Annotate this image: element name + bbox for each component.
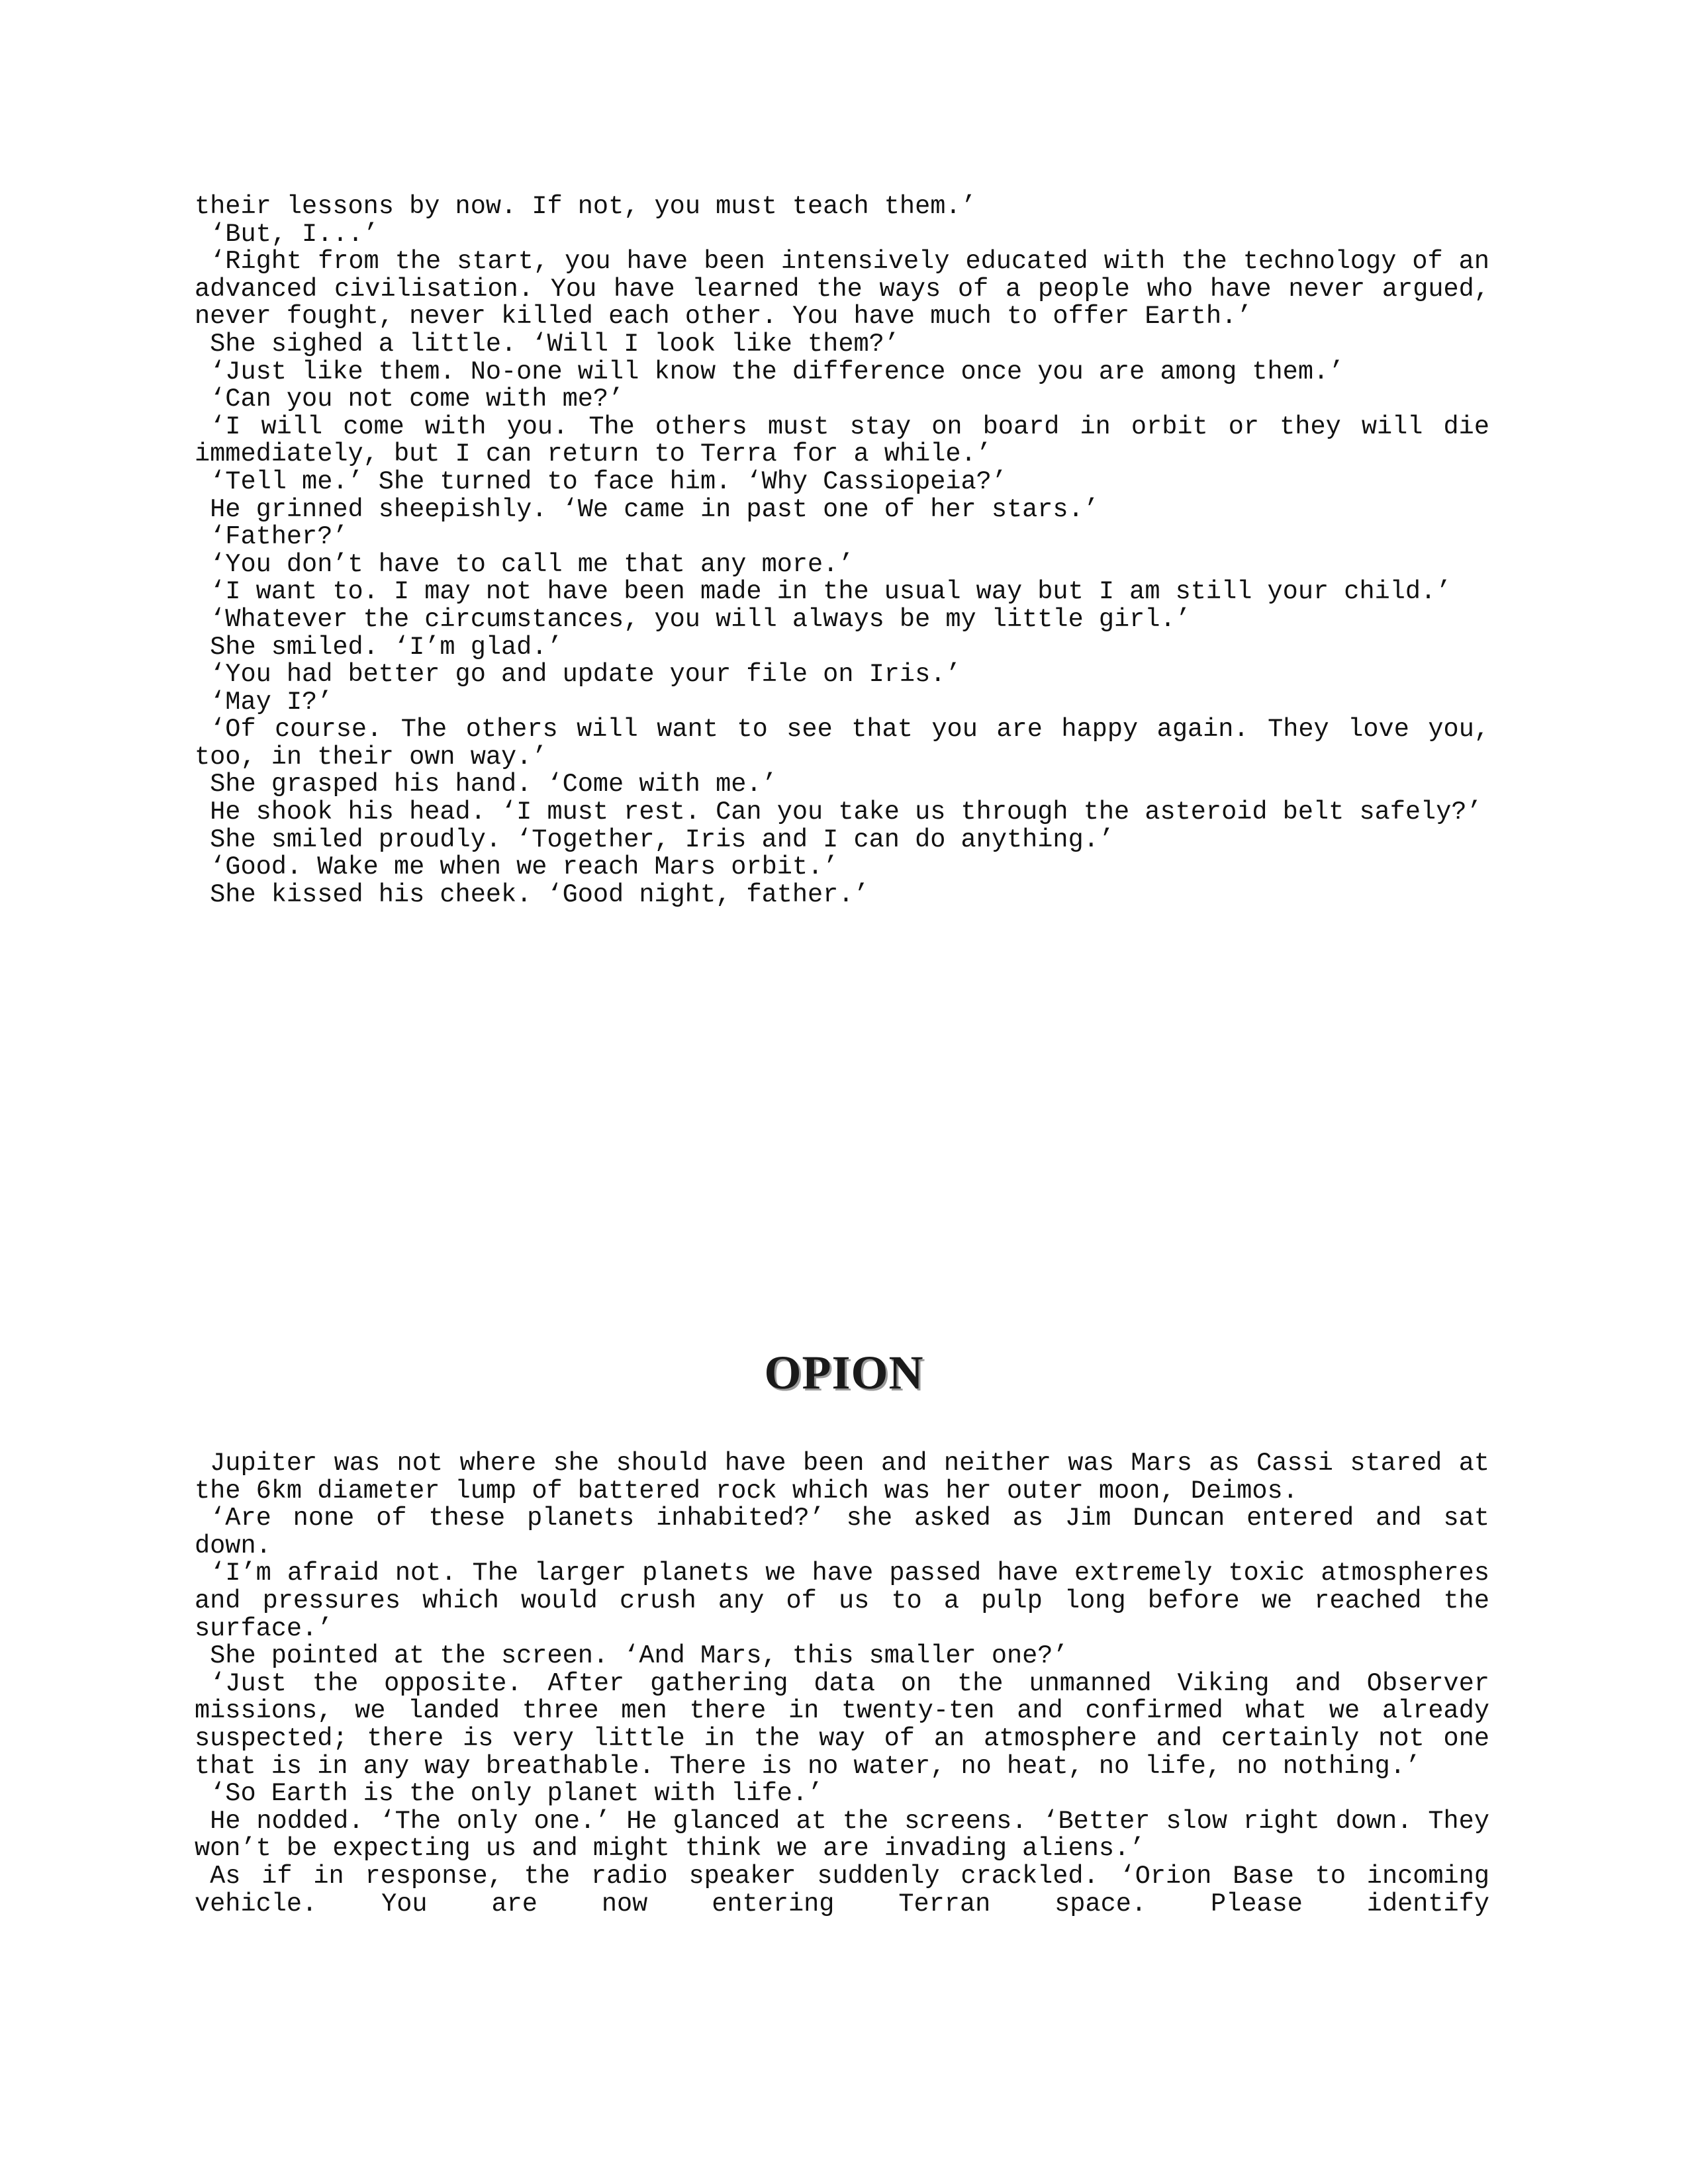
- paragraph: She smiled proudly. ‘Together, Iris and I can do anything.’: [210, 825, 1115, 854]
- paragraph: ‘I’m afraid not. The larger planets we have passed have extremely toxic atmospheres and pressures which would crush any of us to a pulp long before we reached the surface.’: [195, 1559, 1489, 1643]
- paragraph: ‘You had better go and update your file on Iris.’: [210, 660, 961, 690]
- paragraph: He shook his head. ‘I must rest. Can you take us through the asteroid belt safely?’: [210, 797, 1482, 827]
- paragraph: ‘So Earth is the only planet with life.’: [210, 1779, 823, 1809]
- paragraph: She smiled. ‘I’m glad.’: [210, 632, 563, 662]
- paragraph: ‘I will come with you. The others must stay on board in orbit or they will die immediately, but I can return to Terra for a while.’: [195, 412, 1489, 469]
- paragraph: ‘Father?’: [210, 522, 348, 552]
- paragraph: ‘Can you not come with me?’: [210, 385, 624, 414]
- paragraph: As if in response, the radio speaker suddenly crackled. ‘Orion Base to incoming vehicle. You are now entering Terran space. Please identify: [195, 1861, 1489, 1919]
- chapter-title: OPION: [764, 1346, 924, 1399]
- paragraph: ‘Tell me.’ She turned to face him. ‘Why Cassiopeia?’: [210, 467, 1007, 496]
- paragraph: ‘But, I...’: [210, 219, 379, 249]
- paragraph: ‘I want to. I may not have been made in the usual way but I am still your child.’: [210, 577, 1452, 607]
- paragraph: ‘Are none of these planets inhabited?’ she asked as Jim Duncan entered and sat down.: [195, 1504, 1489, 1561]
- paragraph: ‘Whatever the circumstances, you will always be my little girl.’: [210, 604, 1191, 634]
- paragraph: He nodded. ‘The only one.’ He glanced at the screens. ‘Better slow right down. They won’t be expecting us and might think we are invading aliens.’: [195, 1806, 1489, 1864]
- paragraph: ‘Good. Wake me when we reach Mars orbit.’: [210, 852, 839, 882]
- paragraph: ‘Just like them. No-one will know the difference once you are among them.’: [210, 357, 1344, 387]
- text-block-lower: [195, 1450, 1489, 1918]
- paragraph: She sighed a little. ‘Will I look like them?’: [210, 329, 900, 359]
- paragraph: their lessons by now. If not, you must teach them.’: [195, 192, 976, 221]
- text-block-upper: [195, 193, 1489, 909]
- paragraph: She kissed his cheek. ‘Good night, father.’: [210, 880, 869, 909]
- paragraph: Jupiter was not where she should have been and neither was Mars as Cassi stared at the 6km diameter lump of battered rock which was her outer moon, Deimos.: [195, 1449, 1489, 1506]
- paragraph: ‘Just the opposite. After gathering data on the unmanned Viking and Observer missions, we landed three men there in twenty-ten and confirmed what we already suspected; there is very little in the way of an atmosphere and certainly not one that is in any way breathable. There is no water, no heat, no life, no nothing.’: [195, 1668, 1489, 1781]
- paragraph: ‘Of course. The others will want to see that you are happy again. They love you, too, in their own way.’: [195, 715, 1489, 772]
- paragraph: She pointed at the screen. ‘And Mars, this smaller one?’: [210, 1641, 1068, 1671]
- paragraph: ‘You don’t have to call me that any more.’: [210, 549, 854, 579]
- paragraph: She grasped his hand. ‘Come with me.’: [210, 770, 777, 799]
- paragraph: ‘May I?’: [210, 687, 333, 717]
- paragraph: ‘Right from the start, you have been intensively educated with the technology of an advanced civilisation. You have learned the ways of a people who have never argued, never fought, never killed each other. You have much to offer Earth.’: [195, 247, 1489, 332]
- paragraph: He grinned sheepishly. ‘We came in past one of her stars.’: [210, 494, 1099, 524]
